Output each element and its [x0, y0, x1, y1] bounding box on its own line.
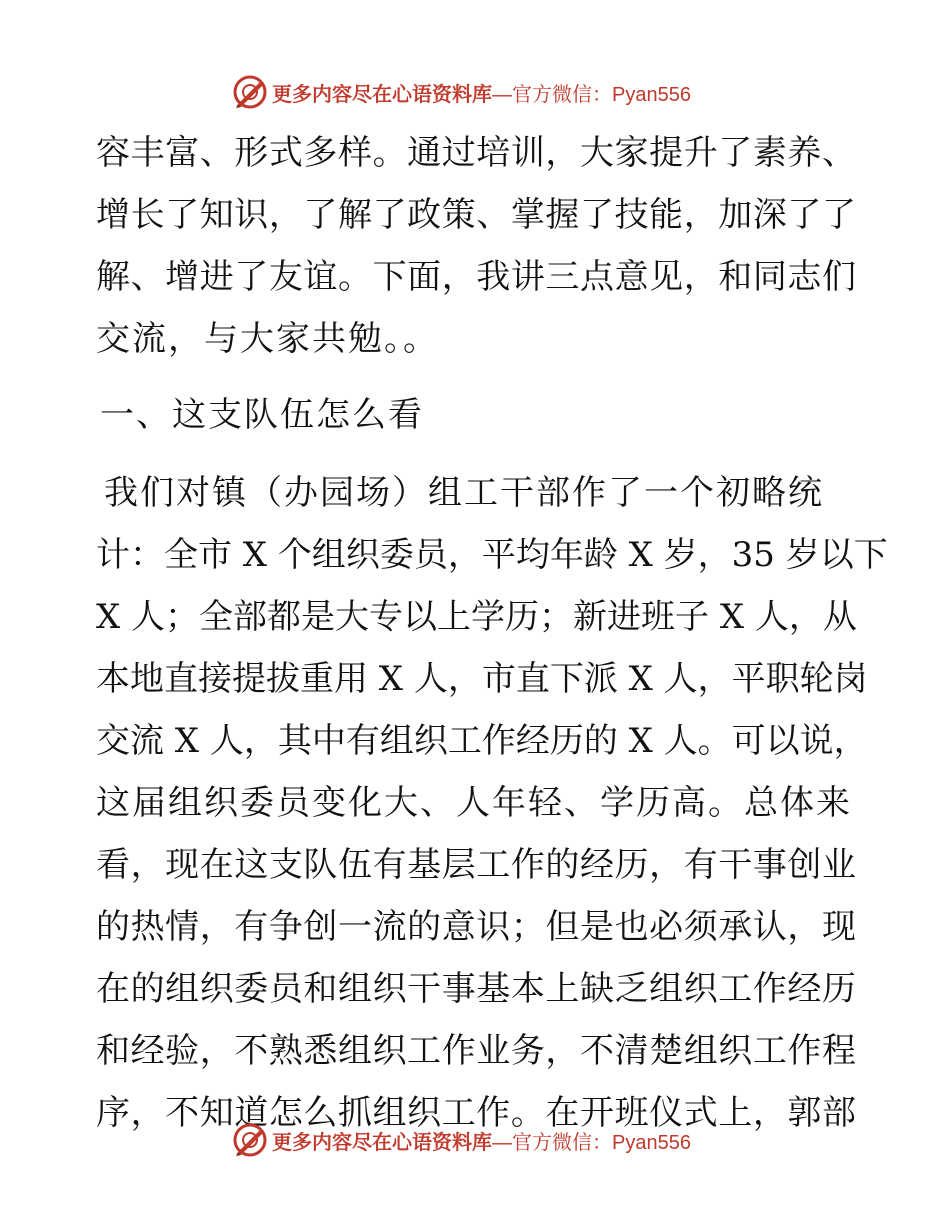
- text-line: 序，不知道怎么抓组织工作。在开班仪式上，郭部: [96, 1093, 856, 1133]
- header-banner-contact: —官方微信：Pyan556: [492, 83, 691, 106]
- pen-logo-icon: [232, 74, 268, 110]
- footer-banner-contact: —官方微信：Pyan556: [492, 1131, 691, 1154]
- footer-watermark-banner: [232, 1120, 691, 1160]
- section-heading: 一、这支队伍怎么看: [100, 395, 424, 435]
- text-line: 本地直接提拔重用 X 人，市直下派 X 人，平职轮岗: [96, 659, 868, 699]
- text-line: 计：全市 X 个组织委员，平均年龄 X 岁，35 岁以下: [96, 535, 888, 575]
- pen-logo-icon: [232, 1122, 268, 1158]
- footer-banner-title: 更多内容尽在心语资料库: [272, 1129, 492, 1154]
- text-line: 交流 X 人，其中有组织工作经历的 X 人。可以说，: [96, 721, 868, 761]
- paragraph-2: [96, 462, 888, 1144]
- text-line: 容丰富、形式多样。通过培训，大家提升了素养、: [96, 133, 856, 173]
- text-line: 在的组织委员和组织干事基本上缺乏组织工作经历: [96, 969, 856, 1009]
- document-body: [96, 122, 888, 1144]
- paragraph-1: [96, 122, 856, 370]
- text-line: 的热情，有争创一流的意识；但是也必须承认，现: [96, 907, 856, 947]
- text-line: 这届组织委员变化大、人年轻、学历高。总体来: [96, 783, 852, 823]
- text-line: 解、增进了友谊。下面，我讲三点意见，和同志们: [96, 257, 856, 297]
- text-line: 交流，与大家共勉。。: [96, 319, 439, 359]
- text-line: 我们对镇（办园场）组工干部作了一个初略统: [104, 473, 824, 513]
- text-line: X 人；全部都是大专以上学历；新进班子 X 人，从: [96, 597, 857, 637]
- header-banner-title: 更多内容尽在心语资料库: [272, 81, 492, 106]
- text-line: 增长了知识，了解了政策、掌握了技能，加深了了: [96, 195, 856, 235]
- text-line: 和经验，不熟悉组织工作业务，不清楚组织工作程: [96, 1031, 856, 1071]
- header-watermark-banner: [232, 72, 691, 112]
- text-line: 看，现在这支队伍有基层工作的经历，有干事创业: [96, 845, 856, 885]
